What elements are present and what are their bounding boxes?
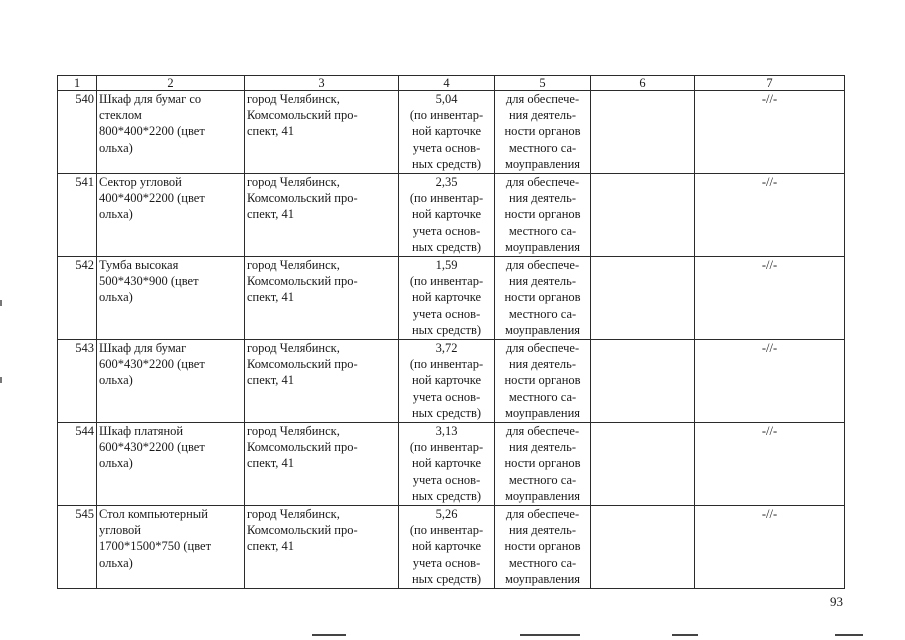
item-value-line: (по инвентар- (409, 191, 484, 206)
item-value (399, 91, 495, 174)
item-purpose-line: ния деятель- (508, 274, 577, 289)
item-name-line: Шкаф для бумаг со (99, 92, 202, 106)
item-value-line: ных средств) (411, 239, 482, 254)
item-value (399, 423, 495, 506)
item-value-line: 3,13 (435, 424, 458, 438)
item-value-line: ных средств) (411, 488, 482, 503)
item-value-line: ной карточке (411, 373, 482, 388)
item-value-line: учета основ- (412, 223, 481, 238)
item-name-line: Сектор угловой (99, 175, 182, 189)
item-name-line: ольха) (99, 555, 133, 570)
item-value-line: ной карточке (411, 456, 482, 471)
item-address (245, 340, 399, 423)
table-row (58, 340, 845, 423)
item-value-line: ной карточке (411, 207, 482, 222)
row-number: 542 (58, 257, 97, 340)
item-address-line: Комсомольский про- (247, 440, 358, 455)
item-name-line: Шкаф для бумаг (99, 341, 187, 355)
item-col6 (591, 174, 695, 257)
item-value-line: (по инвентар- (409, 357, 484, 372)
header-cell-3: 3 (245, 76, 399, 91)
item-value-line: (по инвентар- (409, 523, 484, 538)
item-address-line: спект, 41 (247, 207, 294, 222)
item-purpose-line: для обеспече- (505, 424, 580, 438)
item-value-line: ной карточке (411, 539, 482, 554)
item-col7: -//- (695, 423, 845, 506)
item-purpose-line: местного са- (508, 223, 577, 238)
item-value-line: учета основ- (412, 389, 481, 404)
item-purpose (495, 423, 591, 506)
item-purpose (495, 91, 591, 174)
item-purpose-line: для обеспече- (505, 258, 580, 272)
property-table (57, 75, 845, 589)
item-address-line: спект, 41 (247, 373, 294, 388)
item-purpose (495, 257, 591, 340)
item-purpose-line: местного са- (508, 306, 577, 321)
scan-mark (312, 634, 346, 636)
item-value-line: (по инвентар- (409, 440, 484, 455)
scan-mark (672, 634, 698, 636)
row-number: 541 (58, 174, 97, 257)
item-col7: -//- (695, 174, 845, 257)
item-name-line: ольха) (99, 207, 133, 222)
scan-artifact-marks (0, 630, 905, 640)
header-cell-7: 7 (695, 76, 845, 91)
item-purpose-line: для обеспече- (505, 175, 580, 189)
item-purpose-line: местного са- (508, 555, 577, 570)
item-col7: -//- (695, 91, 845, 174)
item-name-line: ольха) (99, 373, 133, 388)
item-name-line: ольха) (99, 456, 133, 471)
item-value-line: 3,72 (435, 341, 458, 355)
item-name-line: 1700*1500*750 (цвет (99, 539, 212, 554)
table-row (58, 506, 845, 589)
item-value (399, 340, 495, 423)
item-value (399, 506, 495, 589)
item-value-line: ной карточке (411, 290, 482, 305)
item-address-line: спект, 41 (247, 539, 294, 554)
item-col6 (591, 506, 695, 589)
item-name-line: угловой (99, 523, 141, 538)
item-address (245, 506, 399, 589)
item-purpose-line: ности органов (504, 207, 581, 222)
table-row (58, 423, 845, 506)
item-address (245, 423, 399, 506)
item-name (97, 91, 245, 174)
item-name-line: стеклом (99, 108, 142, 123)
item-name-line: ольха) (99, 290, 133, 305)
item-value-line: ной карточке (411, 124, 482, 139)
item-purpose-line: ности органов (504, 539, 581, 554)
item-address-line: Комсомольский про- (247, 191, 358, 206)
item-address-line: спект, 41 (247, 456, 294, 471)
item-address-line: Комсомольский про- (247, 108, 358, 123)
item-purpose-line: моуправления (504, 156, 581, 171)
item-value-line: ных средств) (411, 405, 482, 420)
item-purpose-line: ности органов (504, 456, 581, 471)
item-name-line: 400*400*2200 (цвет (99, 191, 205, 206)
item-purpose-line: моуправления (504, 488, 581, 503)
item-name-line: 500*430*900 (цвет (99, 274, 199, 289)
item-purpose (495, 174, 591, 257)
item-name-line: Шкаф платяной (99, 424, 184, 438)
item-address-line: город Челябинск, (247, 175, 340, 189)
item-address-line: спект, 41 (247, 124, 294, 139)
row-number: 545 (58, 506, 97, 589)
item-purpose-line: ния деятель- (508, 357, 577, 372)
item-value-line: ных средств) (411, 571, 482, 586)
item-value-line: 5,26 (435, 507, 458, 521)
item-purpose-line: для обеспече- (505, 341, 580, 355)
item-purpose-line: ности органов (504, 290, 581, 305)
item-purpose-line: моуправления (504, 405, 581, 420)
scan-edge-mark (0, 377, 2, 383)
item-value-line: учета основ- (412, 555, 481, 570)
item-value-line: ных средств) (411, 322, 482, 337)
scan-edge-mark (0, 300, 2, 306)
item-address-line: город Челябинск, (247, 92, 340, 106)
item-address-line: Комсомольский про- (247, 523, 358, 538)
item-name (97, 340, 245, 423)
item-value (399, 174, 495, 257)
item-name-line: Стол компьютерный (99, 507, 208, 521)
item-purpose-line: для обеспече- (505, 92, 580, 106)
item-purpose-line: ния деятель- (508, 523, 577, 538)
item-name-line: 600*430*2200 (цвет (99, 357, 205, 372)
item-value-line: 5,04 (435, 92, 458, 106)
item-name-line: Тумба высокая (99, 258, 179, 272)
item-address-line: город Челябинск, (247, 258, 340, 272)
item-address-line: город Челябинск, (247, 424, 340, 438)
item-value-line: (по инвентар- (409, 108, 484, 123)
header-cell-1: 1 (58, 76, 97, 91)
item-purpose-line: моуправления (504, 322, 581, 337)
row-number: 540 (58, 91, 97, 174)
item-address-line: город Челябинск, (247, 507, 340, 521)
item-purpose-line: ния деятель- (508, 191, 577, 206)
item-address (245, 174, 399, 257)
item-name (97, 506, 245, 589)
item-col6 (591, 423, 695, 506)
scan-mark (520, 634, 580, 636)
header-cell-6: 6 (591, 76, 695, 91)
item-purpose (495, 340, 591, 423)
item-name-line: 800*400*2200 (цвет (99, 124, 205, 139)
header-row (58, 76, 845, 91)
table-row (58, 91, 845, 174)
item-col7: -//- (695, 340, 845, 423)
item-purpose-line: ности органов (504, 373, 581, 388)
item-address-line: Комсомольский про- (247, 274, 358, 289)
item-address (245, 257, 399, 340)
item-purpose-line: местного са- (508, 389, 577, 404)
item-purpose-line: ния деятель- (508, 440, 577, 455)
page-number: 93 (830, 594, 843, 609)
header-cell-4: 4 (399, 76, 495, 91)
item-purpose-line: для обеспече- (505, 507, 580, 521)
item-purpose-line: ния деятель- (508, 108, 577, 123)
item-address-line: Комсомольский про- (247, 357, 358, 372)
table-row (58, 257, 845, 340)
table-row (58, 174, 845, 257)
item-purpose-line: местного са- (508, 140, 577, 155)
item-purpose-line: моуправления (504, 571, 581, 586)
item-address-line: спект, 41 (247, 290, 294, 305)
item-value-line: (по инвентар- (409, 274, 484, 289)
item-value-line: учета основ- (412, 140, 481, 155)
item-value-line: 1,59 (435, 258, 458, 272)
item-name-line: ольха) (99, 140, 133, 155)
item-col7: -//- (695, 257, 845, 340)
scan-mark (835, 634, 863, 636)
row-number: 543 (58, 340, 97, 423)
item-value-line: учета основ- (412, 306, 481, 321)
item-col6 (591, 257, 695, 340)
item-purpose-line: ности органов (504, 124, 581, 139)
item-name (97, 423, 245, 506)
item-name (97, 257, 245, 340)
item-address (245, 91, 399, 174)
header-cell-5: 5 (495, 76, 591, 91)
item-col7: -//- (695, 506, 845, 589)
item-name (97, 174, 245, 257)
item-col6 (591, 91, 695, 174)
item-col6 (591, 340, 695, 423)
item-name-line: 600*430*2200 (цвет (99, 440, 205, 455)
item-value-line: ных средств) (411, 156, 482, 171)
item-value-line: 2,35 (435, 175, 458, 189)
item-value-line: учета основ- (412, 472, 481, 487)
item-purpose (495, 506, 591, 589)
header-cell-2: 2 (97, 76, 245, 91)
item-purpose-line: моуправления (504, 239, 581, 254)
row-number: 544 (58, 423, 97, 506)
item-address-line: город Челябинск, (247, 341, 340, 355)
item-purpose-line: местного са- (508, 472, 577, 487)
item-value (399, 257, 495, 340)
